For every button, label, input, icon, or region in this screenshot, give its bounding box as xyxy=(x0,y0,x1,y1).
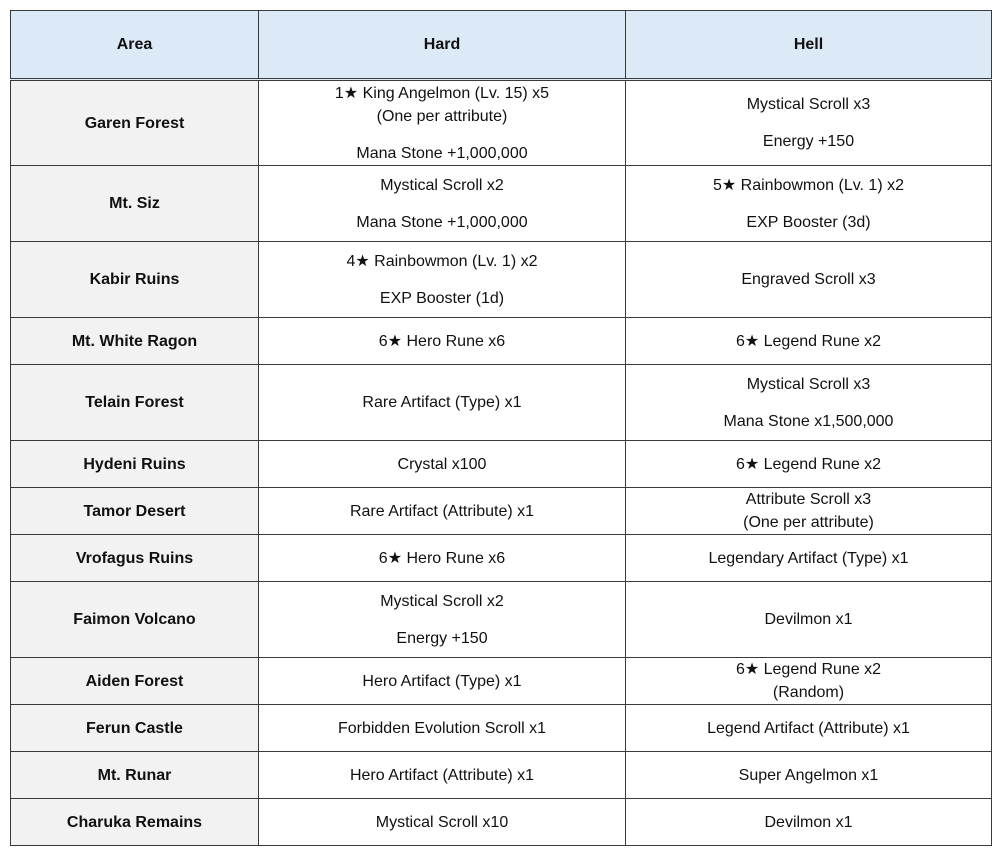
reward-text: Mystical Scroll x3 xyxy=(746,96,871,113)
hell-reward-cell xyxy=(626,80,992,166)
reward-text: Mana Stone +1,000,000 xyxy=(356,213,528,231)
reward-text: 6★ Legend Rune x2 xyxy=(735,332,882,350)
reward-text: Mana Stone x1,500,000 xyxy=(723,412,894,430)
table-row xyxy=(11,705,992,752)
reward-gap xyxy=(259,273,625,287)
reward-text: Legend Artifact (Attribute) x1 xyxy=(707,719,910,737)
reward-text: Mystical Scroll x2 xyxy=(380,176,504,194)
hard-reward-cell xyxy=(259,80,626,166)
reward-text: Super Angelmon x1 xyxy=(738,766,879,784)
table-row xyxy=(11,658,992,705)
reward-gap xyxy=(626,396,991,410)
table-row xyxy=(11,441,992,488)
reward-text: (One per attribute) xyxy=(743,514,874,531)
reward-text: Mana Stone +1,000,000 xyxy=(356,144,528,162)
hell-reward-cell xyxy=(626,658,992,705)
hell-reward-cell xyxy=(626,365,992,441)
hell-reward-cell xyxy=(626,318,992,365)
reward-text: 6★ Legend Rune x2 xyxy=(735,455,882,473)
reward-text: Mystical Scroll x3 xyxy=(746,375,871,393)
area-cell: Vrofagus Ruins xyxy=(11,535,259,582)
reward-text: Forbidden Evolution Scroll x1 xyxy=(337,719,547,737)
table-body xyxy=(11,80,992,846)
hard-reward-cell xyxy=(259,799,626,846)
hard-reward-cell xyxy=(259,582,626,658)
reward-text: Hero Artifact (Attribute) x1 xyxy=(349,766,535,784)
area-cell: Hydeni Ruins xyxy=(11,441,259,488)
area-cell: Ferun Castle xyxy=(11,705,259,752)
table-row xyxy=(11,166,992,242)
area-cell: Mt. Runar xyxy=(11,752,259,799)
table-row xyxy=(11,488,992,535)
area-cell: Tamor Desert xyxy=(11,488,259,535)
area-cell: Kabir Ruins xyxy=(11,242,259,318)
table-row xyxy=(11,535,992,582)
header-hell: Hell xyxy=(626,11,992,80)
reward-text: EXP Booster (1d) xyxy=(379,289,505,307)
rewards-table xyxy=(10,10,992,846)
reward-text: 6★ Hero Rune x6 xyxy=(378,332,506,350)
reward-text: 4★ Rainbowmon (Lv. 1) x2 xyxy=(346,252,538,270)
reward-text: 6★ Legend Rune x2 xyxy=(735,661,882,678)
reward-text: 1★ King Angelmon (Lv. 15) x5 xyxy=(334,84,550,102)
reward-text: 6★ Hero Rune x6 xyxy=(378,549,506,567)
header-row xyxy=(11,11,992,80)
hell-reward-cell xyxy=(626,799,992,846)
reward-text: Mystical Scroll x2 xyxy=(380,592,504,610)
area-cell: Faimon Volcano xyxy=(11,582,259,658)
reward-gap xyxy=(626,116,991,130)
reward-text: Attribute Scroll x3 xyxy=(745,491,872,508)
hell-reward-cell xyxy=(626,242,992,318)
reward-text: Energy +150 xyxy=(396,629,488,647)
table-header xyxy=(11,11,992,80)
hell-reward-cell xyxy=(626,752,992,799)
table-row xyxy=(11,365,992,441)
table-row xyxy=(11,318,992,365)
reward-text: Crystal x100 xyxy=(397,455,487,473)
hard-reward-cell xyxy=(259,365,626,441)
reward-text: (One per attribute) xyxy=(376,107,508,125)
reward-text: Engraved Scroll x3 xyxy=(741,271,876,288)
hell-reward-cell xyxy=(626,705,992,752)
reward-text: Devilmon x1 xyxy=(764,813,853,831)
area-cell: Charuka Remains xyxy=(11,799,259,846)
reward-text: Rare Artifact (Type) x1 xyxy=(362,394,522,411)
reward-text: Mystical Scroll x10 xyxy=(375,813,509,831)
hard-reward-cell xyxy=(259,318,626,365)
reward-text: (Random) xyxy=(772,684,845,701)
reward-text: Legendary Artifact (Type) x1 xyxy=(708,549,909,567)
reward-text: Rare Artifact (Attribute) x1 xyxy=(349,502,535,520)
hard-reward-cell xyxy=(259,166,626,242)
hard-reward-cell xyxy=(259,705,626,752)
area-cell: Aiden Forest xyxy=(11,658,259,705)
hard-reward-cell xyxy=(259,441,626,488)
table-row xyxy=(11,582,992,658)
hell-reward-cell xyxy=(626,582,992,658)
hard-reward-cell xyxy=(259,535,626,582)
table-row xyxy=(11,80,992,166)
area-cell: Garen Forest xyxy=(11,80,259,166)
hell-reward-cell xyxy=(626,166,992,242)
reward-gap xyxy=(259,128,625,142)
hell-reward-cell xyxy=(626,535,992,582)
reward-gap xyxy=(626,197,991,211)
hard-reward-cell xyxy=(259,242,626,318)
header-area: Area xyxy=(11,11,259,80)
area-cell: Telain Forest xyxy=(11,365,259,441)
header-hard: Hard xyxy=(259,11,626,80)
reward-text: 5★ Rainbowmon (Lv. 1) x2 xyxy=(712,176,904,194)
reward-text: Hero Artifact (Type) x1 xyxy=(362,672,522,690)
area-cell: Mt. White Ragon xyxy=(11,318,259,365)
hell-reward-cell xyxy=(626,488,992,535)
reward-text: Devilmon x1 xyxy=(764,611,853,628)
hard-reward-cell xyxy=(259,658,626,705)
reward-text: Energy +150 xyxy=(762,133,855,150)
hard-reward-cell xyxy=(259,488,626,535)
reward-text: EXP Booster (3d) xyxy=(746,213,871,231)
table-row xyxy=(11,752,992,799)
hell-reward-cell xyxy=(626,441,992,488)
area-cell: Mt. Siz xyxy=(11,166,259,242)
table-row xyxy=(11,242,992,318)
reward-gap xyxy=(259,613,625,627)
table-row xyxy=(11,799,992,846)
hard-reward-cell xyxy=(259,752,626,799)
reward-gap xyxy=(259,197,625,211)
